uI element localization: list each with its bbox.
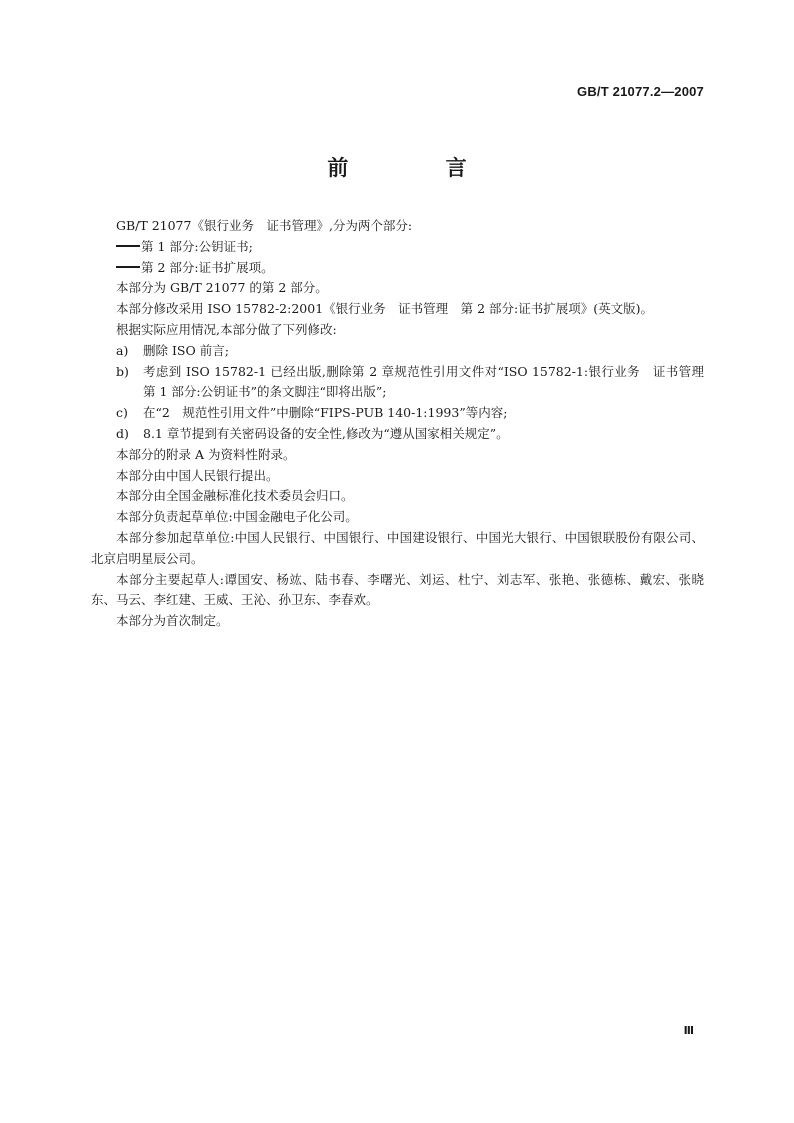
paragraph-adoption: 本部分修改采用 ISO 15782-2:2001《银行业务 证书管理 第 2 部分:证书扩展项》(英文版)。 [116, 301, 654, 317]
list-marker: a) [116, 342, 129, 358]
modification-text: 考虑到 ISO 15782-1 已经出版,删除第 2 章规范性引用文件对“ISO 15782-1:银行业务 证书管理 第 1 部分:公钥证书”的条文脚注“即将出版”; [143, 363, 717, 400]
document-body [91, 216, 717, 632]
paragraph-proposer: 本部分由中国人民银行提出。 [116, 467, 279, 483]
list-item-part-2 [91, 258, 704, 279]
modification-item-a [91, 341, 704, 362]
page-number: Ⅲ [683, 1024, 694, 1037]
paragraph-intro: GB/T 21077《银行业务 证书管理》,分为两个部分: [116, 218, 413, 233]
em-dash-icon [116, 245, 140, 247]
paragraph-part-statement: 本部分为 GB/T 21077 的第 2 部分。 [116, 280, 328, 296]
list-marker: c) [116, 405, 128, 421]
paragraph-modifications-intro: 根据实际应用情况,本部分做了下列修改: [116, 321, 337, 337]
paragraph-drafters: 本部分主要起草人:谭国安、杨竑、陆书春、李曙光、刘运、杜宁、刘志军、张艳、张德栋、戴宏、张晓东、马云、李红建、王威、王沁、孙卫东、李春欢。 [91, 571, 704, 608]
modification-item-b [91, 362, 717, 404]
paragraph-participating-units: 本部分参加起草单位:中国人民银行、中国银行、中国建设银行、中国光大银行、中国银联股份有限公司、北京启明星辰公司。 [91, 529, 704, 566]
list-item-text: 第 2 部分:证书扩展项。 [141, 259, 274, 275]
paragraph-annex: 本部分的附录 A 为资料性附录。 [116, 446, 296, 462]
paragraph-committee: 本部分由全国金融标准化技术委员会归口。 [116, 488, 354, 504]
em-dash-icon [116, 266, 140, 268]
paragraph-first-edition: 本部分为首次制定。 [116, 613, 229, 629]
modification-item-d [91, 424, 704, 445]
modification-item-c [91, 403, 704, 424]
list-marker: b) [116, 363, 129, 379]
list-marker: d) [116, 425, 129, 441]
paragraph-drafting-unit: 本部分负责起草单位:中国金融电子化公司。 [116, 509, 358, 525]
modification-text: 8.1 章节提到有关密码设备的安全性,修改为“遵从国家相关规定”。 [143, 425, 509, 441]
page-title: 前 言 [327, 156, 512, 180]
list-item-text: 第 1 部分:公钥证书; [141, 238, 253, 254]
standard-code: GB/T 21077.2—2007 [577, 84, 704, 99]
modification-text: 删除 ISO 前言; [143, 342, 229, 358]
list-item-part-1 [91, 237, 704, 258]
modification-text: 在“2 规范性引用文件”中删除“FIPS-PUB 140-1:1993”等内容; [143, 405, 508, 421]
